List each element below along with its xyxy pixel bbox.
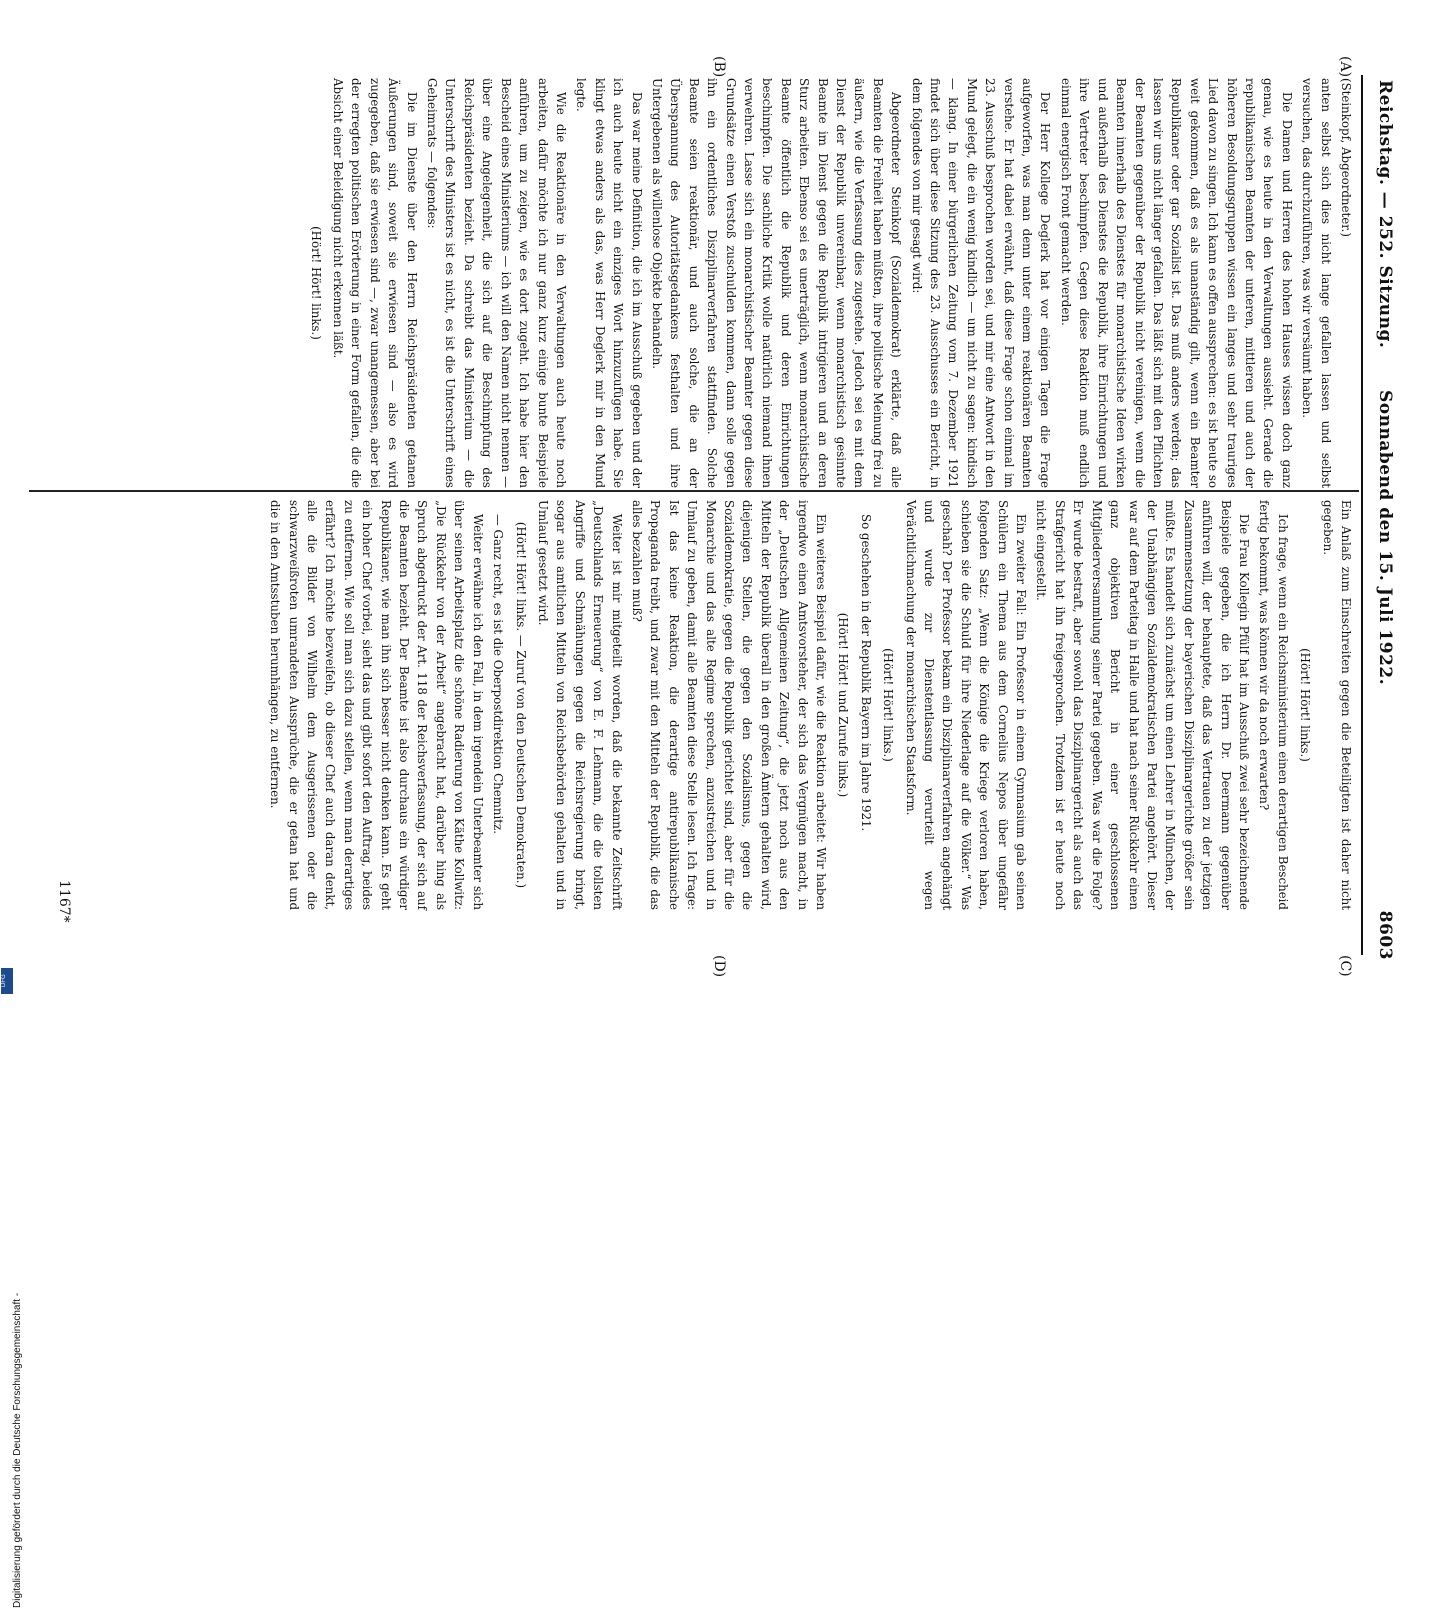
paragraph: Ein weiteres Beispiel dafür, wie die Reaktion arbeitet: Wir haben irgendwo einen Amtsvorsteher, der sich das Vergnügen macht, in der „Deutschen Allgemeinen Zeitung“, die jetzt noch aus den Mitteln der Republik überall in den großen Ämtern gehalten wird, diejenigen Stellen, die gegen den Sozialismus, gegen die Sozialdemokratie, gegen die Republik gerichtet sind, aber für die Monarchie und das alte Regime sprechen, anzustreichen und in Umlauf zu geben, damit alle Beamten diese Stelle lesen. Ich frage: Ist das keine Reaktion, die derartige antirepublikanische Propaganda treibt, und zwar mit den Mitteln der Republik, die das alles bezahlen muß? <box>629 500 829 910</box>
header-center: Sonnabend den 15. Juli 1922. <box>1375 390 1395 686</box>
dfg-logo <box>1 968 13 994</box>
margin-mark-a: (A) <box>1337 56 1353 78</box>
speaker-label: (Steinkopf, Abgeordneter.) <box>1339 78 1353 237</box>
digitization-credit: Digitalisierung gefördert durch die Deutsche Forschungsgemeinschaft - <box>12 1292 23 1608</box>
footer-page-number: 1167* <box>56 880 72 923</box>
left-column <box>302 78 1355 488</box>
dfg-logo-text: DFG <box>1 974 7 988</box>
margin-mark-d: (D) <box>711 955 727 978</box>
paragraph: So geschehen in der Republik Bayern im Jahre 1921. <box>858 514 873 832</box>
paragraph: Das war meine Definition, die ich im Ausschuß gegeben und der ich auch heute nicht ein einziges Wort hinzuzufügen habe. Sie klingt etwas anders als das, was Herr Deglerk mir in den Mund legte. <box>574 78 644 488</box>
paragraph: Die Damen und Herren des hohen Hauses wissen doch ganz genau, wie es heute in den Verwaltungen aussieht. Gerade die republikanischen Beamten der unteren, mittleren und auch der höheren Besoldungsgruppen wissen ein langes und sehr trauriges Lied davon zu singen. Ich kann es offen aussprechen: es ist heute so weit gekommen, daß es als unanständig gilt, wenn ein Beamter Republikaner oder gar Sozialist ist. Das muß anders werden; das lassen wir uns nicht länger gefallen. Das läßt sich mit den Pflichten der Beamten gegenüber der Republik nicht vereinigen, wenn die Beamten innerhalb des Dienstes für monarchistische Ideen wirken und außerhalb des Dienstes die Republik, ihre Einrichtungen und ihre Vertreter beschimpfen. Gegen diese Reaktion muß endlich einmal energisch Front gemacht werden. <box>1058 78 1294 488</box>
digitization-sidebar <box>0 608 23 1608</box>
paragraph: anten selbst sich dies nicht lange gefallen lassen und selbst versuchen, das durchzuführen, was wir versäumt haben. <box>1300 78 1333 488</box>
quote-paragraph: Die im Dienste über den Herrn Reichspräsidenten getanen Äußerungen sind, soweit sie erwiesen sind — also es wird zugegeben, daß sie erwiesen sind —, zwar unangemessen, aber bei der erregten politischen Erörterung in einer Form gefallen, die die Absicht einer Beleidigung nicht erkennen läßt. <box>331 78 419 488</box>
right-column <box>264 500 1355 910</box>
paragraph: Ein zweiter Fall: Ein Professor in einem Gymnasium gab seinen Schülern ein Thema aus dem Cornelius Nepos über ungefähr folgenden Satz: „Wenn die Könige die Kriege verloren haben, schieben sie die Schuld für ihre Niederlage auf die Völker.“ Was geschah? Der Professor bekam ein Disziplinarverfahren angehängt und wurde zur Dienstentlassung verurteilt wegen Verächtlichmachung der monarchischen Staatsform. <box>903 500 1029 910</box>
interjection: (Hört! Hört! links. — Zuruf von den Deutschen Demokraten.) <box>513 521 528 889</box>
paragraph: — Ganz recht, es ist die Oberpostdirektion Chemnitz. <box>491 514 506 835</box>
quote-paragraph: Abgeordneter Steinkopf (Sozialdemokrat) erklärte, daß alle Beamten die Freiheit haben müßten, ihre politische Meinung frei zu äußern, wie die Verfassung dies zugestehe. Jedoch sei es mit dem Dienst der Republik unvereinbar, wenn monarchistisch gesinnte Beamte im Dienst gegen die Republik intrigieren und an deren Sturz arbeiten. Ebenso sei es unerträglich, wenn monarchistische Beamte öffentlich die Republik und deren Einrichtungen beschimpfen. Die sachliche Kritik wolle natürlich niemand ihnen verwehren. Lasse sich ein monarchistischer Beamter gegen diese Grundsätze einen Verstoß zuschulden kommen, dann solle gegen ihn ein ordentliches Disziplinarverfahren stattfinden. Solche Beamte seien reaktionär, und auch solche, die an der Überspannung des Autoritätsgedankens festhalten und ihre Untergebenen als willenlose Objekte behandeln. <box>649 78 904 488</box>
margin-mark-c: (C) <box>1337 955 1353 977</box>
rotated-page-content <box>27 0 1417 1000</box>
quote-paragraph: Ein Anlaß zum Einschreiten gegen die Beteiligten ist daher nicht gegeben. <box>1320 500 1353 910</box>
paragraph: Wie die Reaktionäre in den Verwaltungen auch heute noch arbeiten, dafür möchte ich nur ganz kurz einige bunte Beispiele anführen, um zu zeigen, wie es dort zugeht. Ich habe hier den Bescheid eines Ministeriums — ich will den Namen nicht nennen — über eine Angelegenheit, die sich auf die Beschimpfung des Reichspräsidenten bezieht. Da schreibt das Ministerium — die Unterschrift des Ministers ist es nicht, es ist die Unterschrift eines Geheimrats — folgendes: <box>425 78 568 488</box>
paragraph: Weiter erwähne ich den Fall, in dem irgendein Unterbeamter sich über seinen Arbeitsplatz die schöne Radierung von Käthe Kollwitz: „Die Rückkehr von der Arbeit“ angebracht hat, darüber hing als Spruch abgedruckt der Art. 118 der Reichsverfassung, der sich auf die Beamten bezieht. Der Beamte ist also durchaus ein würdiger Republikaner, wie man ihn sich besser nicht denken kann. Es geht ein hoher Chef vorbei, sieht das und gibt sofort den Auftrag, beides zu entfernen. Wie soll man sich dazu stellen, wenn man derartiges erfährt? Ich möchte bezweifeln, ob dieser Chef auch daran denkt, alle die Bilder von Wilhelm dem Ausgerissenen oder die schwarzweißroten umrandeten Aussprüche, die er getan hat und die in den Amtsstuben herumhängen, zu entfernen. <box>268 500 485 910</box>
interjection: (Hört! Hört! links.) <box>1298 648 1313 762</box>
column-divider <box>29 490 1359 492</box>
margin-mark-b: (B) <box>711 56 727 78</box>
interjection: (Hört! Hört! links.) <box>308 226 323 340</box>
paragraph: Die Frau Kollegin Pfülf hat im Ausschuß zwei sehr bezeichnende Beispiele gegeben, die ich Herrn Dr. Deermann gegenüber anführen will, der behauptete, daß das Vertrauen zu der jetzigen Zusammensetzung der bayerischen Disziplinargerichte größer sein müßte. Es handelt sich zunächst um einen Lehrer in München, der der Unabhängigen Sozialdemokratischen Partei angehört. Dieser war auf dem Parteitag in Halle und hat nach seiner Rückkehr einen ganz objektiven Bericht in einer geschlossenen Mitgliederversammlung seiner Partei gegeben. Was war die Folge? Er wurde bestraft, aber sowohl das Disziplinargericht als auch das Strafgericht hat ihn freigesprochen. Trotzdem ist er heute noch nicht eingestellt. <box>1034 500 1251 910</box>
interjection: (Hört! Hört! und Zurufe links.) <box>836 612 851 798</box>
paragraph: Weiter ist mir mitgeteilt worden, daß die bekannte Zeitschrift „Deutschlands Erneuerung“ von E. F. Lehmann, die die tollsten Angriffe und Schmähungen gegen die Reichsregierung bringt, sogar aus amtlichen Mitteln von Reichsbehörden gehalten und in Umlauf gesetzt wird. <box>535 500 624 910</box>
header-page-number: 8603 <box>1375 910 1395 960</box>
header-rule <box>1361 75 1363 955</box>
paragraph: Ich frage, wenn ein Reichsministerium einen derartigen Bescheid fertig bekommt, was können wir da noch erwarten? <box>1257 500 1290 910</box>
paragraph: Der Herr Kollege Deglerk hat vor einigen Tagen die Frage aufgeworfen, was man denn unter einem reaktionären Beamten verstehe. Er hat dabei erwähnt, daß diese Frage schon einmal im 23. Ausschuß besprochen worden sei, und mir eine Antwort in den Mund gelegt, die ein wenig kindlich — um nicht zu sagen: kindisch — klang. In einer bürgerlichen Zeitung vom 7. Dezember 1921 findet sich über diese Sitzung des 23. Ausschusses ein Bericht, in dem folgendes von mir gesagt wird: <box>909 78 1053 488</box>
page-header <box>1365 60 1395 1000</box>
header-left: Reichstag. — 252. Sitzung. <box>1375 80 1395 349</box>
interjection: (Hört! Hört! links.) <box>881 648 896 762</box>
